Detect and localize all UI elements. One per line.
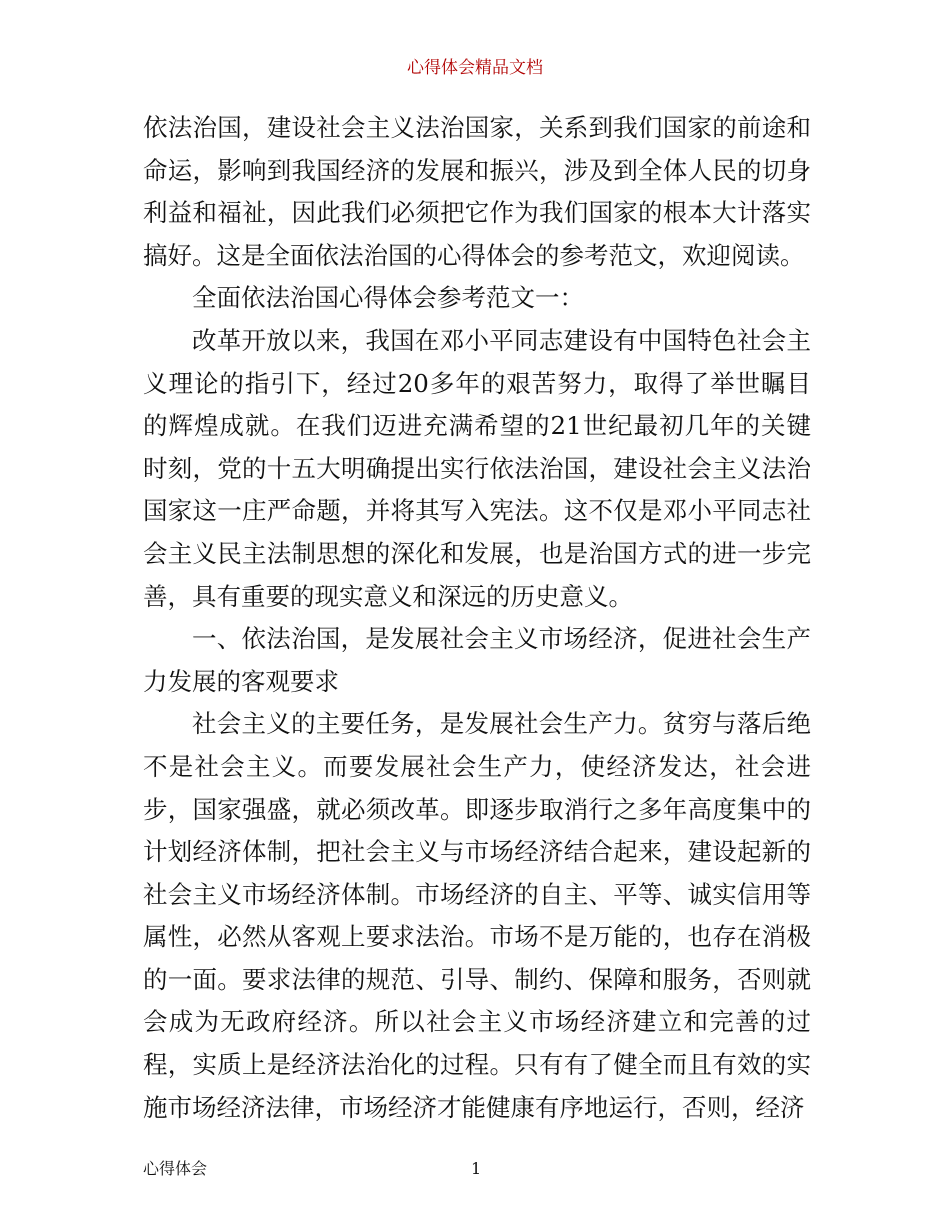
intro-paragraph: 依法治国，建设社会主义法治国家，关系到我们国家的前途和命运，影响到我国经济的发展和振兴，涉及到全体人民的切身利益和福祉，因此我们必须把它作为我们国家的根本大计落实搞好。这是全面依法治国的心得体会的参考范文，欢迎阅读。 [143,113,811,270]
page-number: 1 [471,1159,482,1178]
page-header-title: 心得体会精品文档 [407,58,543,78]
document-body [143,107,811,1129]
subsection-heading: 一、依法治国，是发展社会主义市场经济，促进社会生产力发展的客观要求 [143,624,811,696]
page-footer [143,1157,811,1181]
section-heading: 全面依法治国心得体会参考范文一： [192,283,584,313]
body-paragraph: 改革开放以来，我国在邓小平同志建设有中国特色社会主义理论的指引下，经过20多年的艰苦努力，取得了举世瞩目的辉煌成就。在我们迈进充满希望的21世纪最初几年的关键时刻，党的十五大明确提出实行依法治国，建设社会主义法治国家这一庄严命题，并将其写入宪法。这不仅是邓小平同志社会主义民主法制思想的深化和发展，也是治国方式的进一步完善，具有重要的现实意义和深远的历史意义。 [143,325,811,611]
body-paragraph: 社会主义的主要任务，是发展社会生产力。贫穷与落后绝不是社会主义。而要发展社会生产力，使经济发达，社会进步，国家强盛，就必须改革。即逐步取消行之多年高度集中的计划经济体制，把社会主义与市场经济结合起来，建设起新的社会主义市场经济体制。市场经济的自主、平等、诚实信用等属性，必然从客观上要求法治。市场不是万能的，也存在消极的一面。要求法律的规范、引导、制约、保障和服务，否则就会成为无政府经济。所以社会主义市场经济建立和完善的过程，实质上是经济法治化的过程。只有有了健全而且有效的实施市场经济法律，市场经济才能健康有序地运行，否则，经济 [143,709,811,1122]
footer-label: 心得体会 [143,1159,208,1178]
